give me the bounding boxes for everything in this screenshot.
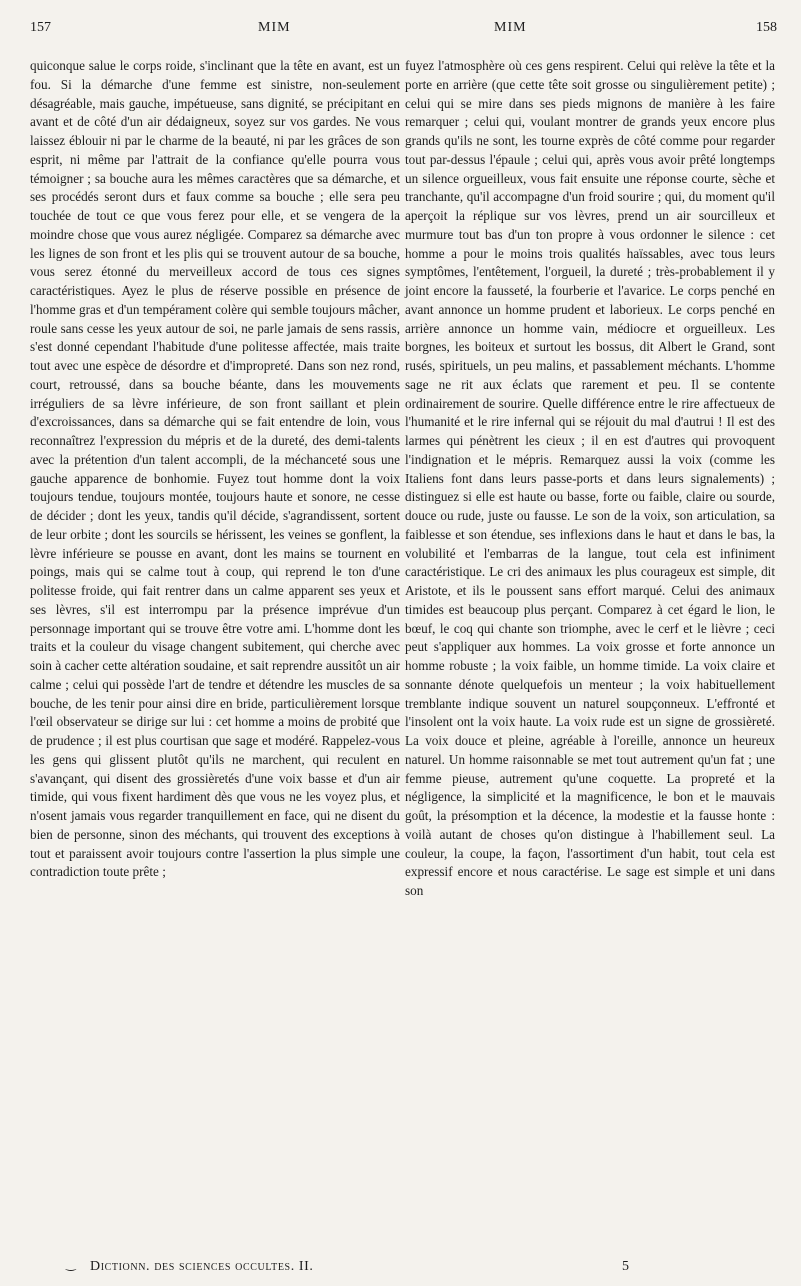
printer-signature: Dictionn. des sciences occultes. II. [90,1259,314,1274]
left-text-column [30,57,400,882]
footer-mark: ‿ [66,1257,76,1271]
right-column-text: fuyez l'atmosphère où ces gens respirent. Celui qui relève la tête et la porte en arrière (que cette tête soit grosse ou singulièrement petite) ; celui qui se mire dans ses pieds mignons de manière à les faire remarquer ; celui qui, voulant montrer de grands yeux encore plus grands qu'ils ne sont, les tourne exprès de côté comme pour regarder tout par-dessus l'épaule ; celui qui, après vous avoir prêté longtemps un silence orgueilleux, vous fait ensuite une réponse courte, sèche et tranchante, qu'il accompagne d'un froid sourire ; qui, du moment qu'il aperçoit la réplique sur vos lèvres, prend un air sourcilleux et murmure tout bas d'un ton propre à vous ordonner le silence : cet homme a pour le moins trois qualités haïssables, avec tous leurs symptômes, l'entêtement, l'orgueil, la dureté ; très-probablement il y joint encore la fausseté, la fourberie et l'avarice. Le corps penché en avant annonce un homme prudent et laborieux. Le corps penché en arrière annonce un homme vain, médiocre et orgueilleux. Les borgnes, les boiteux et surtout les bossus, dit Albert le Grand, sont rusés, spirituels, un peu malins, et passablement méchants. L'homme sage ne rit aux éclats que rarement et peu. Il se contente ordinairement de sourire. Quelle différence entre le rire affectueux de l'humanité et le rire infernal qui se réjouit du mal d'autrui ! Il est des larmes qui pénètrent les cieux ; il en est d'autres qui provoquent l'indignation et le mépris. Remarquez aussi la voix (comme les Italiens font dans leurs passe-ports et dans leurs signalements) ; distinguez si elle est haute ou basse, forte ou faible, claire ou sourde, douce ou rude, juste ou fausse. Le son de la voix, son articulation, sa faiblesse et son étendue, ses inflexions dans le haut et dans le bas, la volubilité et l'embarras de la langue, tout cela est infiniment caractéristique. Le cri des animaux les plus courageux est simple, dit Aristote, et ils le poussent sans effort marqué. Celui des animaux timides est beaucoup plus perçant. Comparez à cet égard le lion, le bœuf, le coq qui chante son triomphe, avec le cerf et le lièvre ; ceci peut s'appliquer aux hommes. La voix grosse et forte annonce un homme robuste ; la voix faible, un homme timide. La voix claire et sonnante dénote quelquefois un menteur ; la voix habituellement tremblante indique souvent un naturel soupçonneux. L'effronté et l'insolent ont la voix haute. La voix rude est un signe de grossièreté. La voix douce et pleine, agréable à l'oreille, annonce un heureux naturel. Un homme raisonnable se met tout autrement qu'un fat ; une femme pieuse, autrement qu'une coquette. La propreté et la négligence, la simplicité et la magnificence, le bon et le mauvais goût, la présomption et la décence, la modestie et la fausse honte : voilà autant de choses qu'on distingue à l'habillement seul. La couleur, la coupe, la façon, l'assortiment d'un habit, tout cela est expressif encore et nous caractérise. Le sage est simple et uni dans son [405,58,775,898]
running-header [30,20,777,40]
left-running-head: MIM [258,20,291,35]
right-page-number: 158 [756,20,777,35]
page-footer [30,1259,777,1279]
right-running-head: MIM [494,20,527,35]
right-text-column [405,57,775,901]
sheet-number: 5 [622,1259,629,1274]
left-column-text: quiconque salue le corps roide, s'inclinant que la tête en avant, est un fou. Si la démarche d'une femme est sinistre, non-seulement désagréable, mais gauche, impétueuse, sans dignité, se précipitant en avant et de côté d'un air dédaigneux, soyez sur vos gardes. Ne vous laissez éblouir ni par le charme de la beauté, ni par les grâces de son esprit, ni même par l'attrait de la confiance qu'elle pourra vous témoigner ; sa bouche aura les mêmes caractères que sa démarche, et ses procédés seront durs et faux comme sa bouche ; elle sera peu touchée de tout ce que vous ferez pour elle, et se vengera de la moindre chose que vous aurez négligée. Comparez sa démarche avec les lignes de son front et les plis qui se trouvent autour de sa bouche, vous serez étonné du merveilleux accord de tous ces signes caractéristiques. Ayez le plus de réserve possible en présence de l'homme gras et d'un tempérament colère qui semble toujours mâcher, roule sans cesse les yeux autour de soi, ne parle jamais de sens rassis, s'est donné cependant l'habitude d'une politesse affectée, mais traite tout avec une espèce de désordre et d'impropreté. Dans son nez rond, court, retroussé, dans sa bouche béante, dans les mouvements irréguliers de sa lèvre inférieure, de son front saillant et plein d'excroissances, dans sa démarche qui se fait entendre de loin, vous reconnaîtrez l'expression du mépris et de la dureté, des demi-talents avec la prétention d'un talent accompli, de la méchanceté sous une gauche apparence de bonhomie. Fuyez tout homme dont la voix toujours tendue, toujours montée, toujours haute et sonore, ne cesse de décider ; dont les yeux, tandis qu'il décide, s'agrandissent, sortent de leur orbite ; dont les sourcils se hérissent, les veines se gonflent, la lèvre inférieure se pousse en avant, dont les mains se tournent en poings, mais qui se calme tout à coup, qui reprend le ton d'une politesse froide, qui fait rentrer dans un calme apparent ses yeux et ses lèvres, s'il est interrompu par la présence imprévue d'un personnage important qui se trouve être votre ami. L'homme dont les traits et la couleur du visage changent subitement, qui cherche avec soin à cacher cette altération soudaine, et sait reprendre aussitôt un air calme ; celui qui possède l'art de tendre et détendre les muscles de sa bouche, de les tenir pour ainsi dire en bride, particulièrement lorsque l'œil observateur se dirige sur lui : cet homme a moins de probité que de prudence ; il est plus courtisan que sage et modéré. Rappelez-vous les gens qui glissent plutôt qu'ils ne marchent, qui reculent en s'avançant, qui disent des grossièretés d'une voix basse et d'un air timide, qui vous fixent hardiment dès que vous ne les voyez plus, et n'osent jamais vous regarder tranquillement en face, qui ne disent du bien de personne, sinon des méchants, qui trouvent des exceptions à tout et paraissent avoir toujours contre l'assertion la plus simple une contradiction toute prête ; [30,58,400,880]
left-page-number: 157 [30,20,51,35]
column-divider [391,60,392,1260]
